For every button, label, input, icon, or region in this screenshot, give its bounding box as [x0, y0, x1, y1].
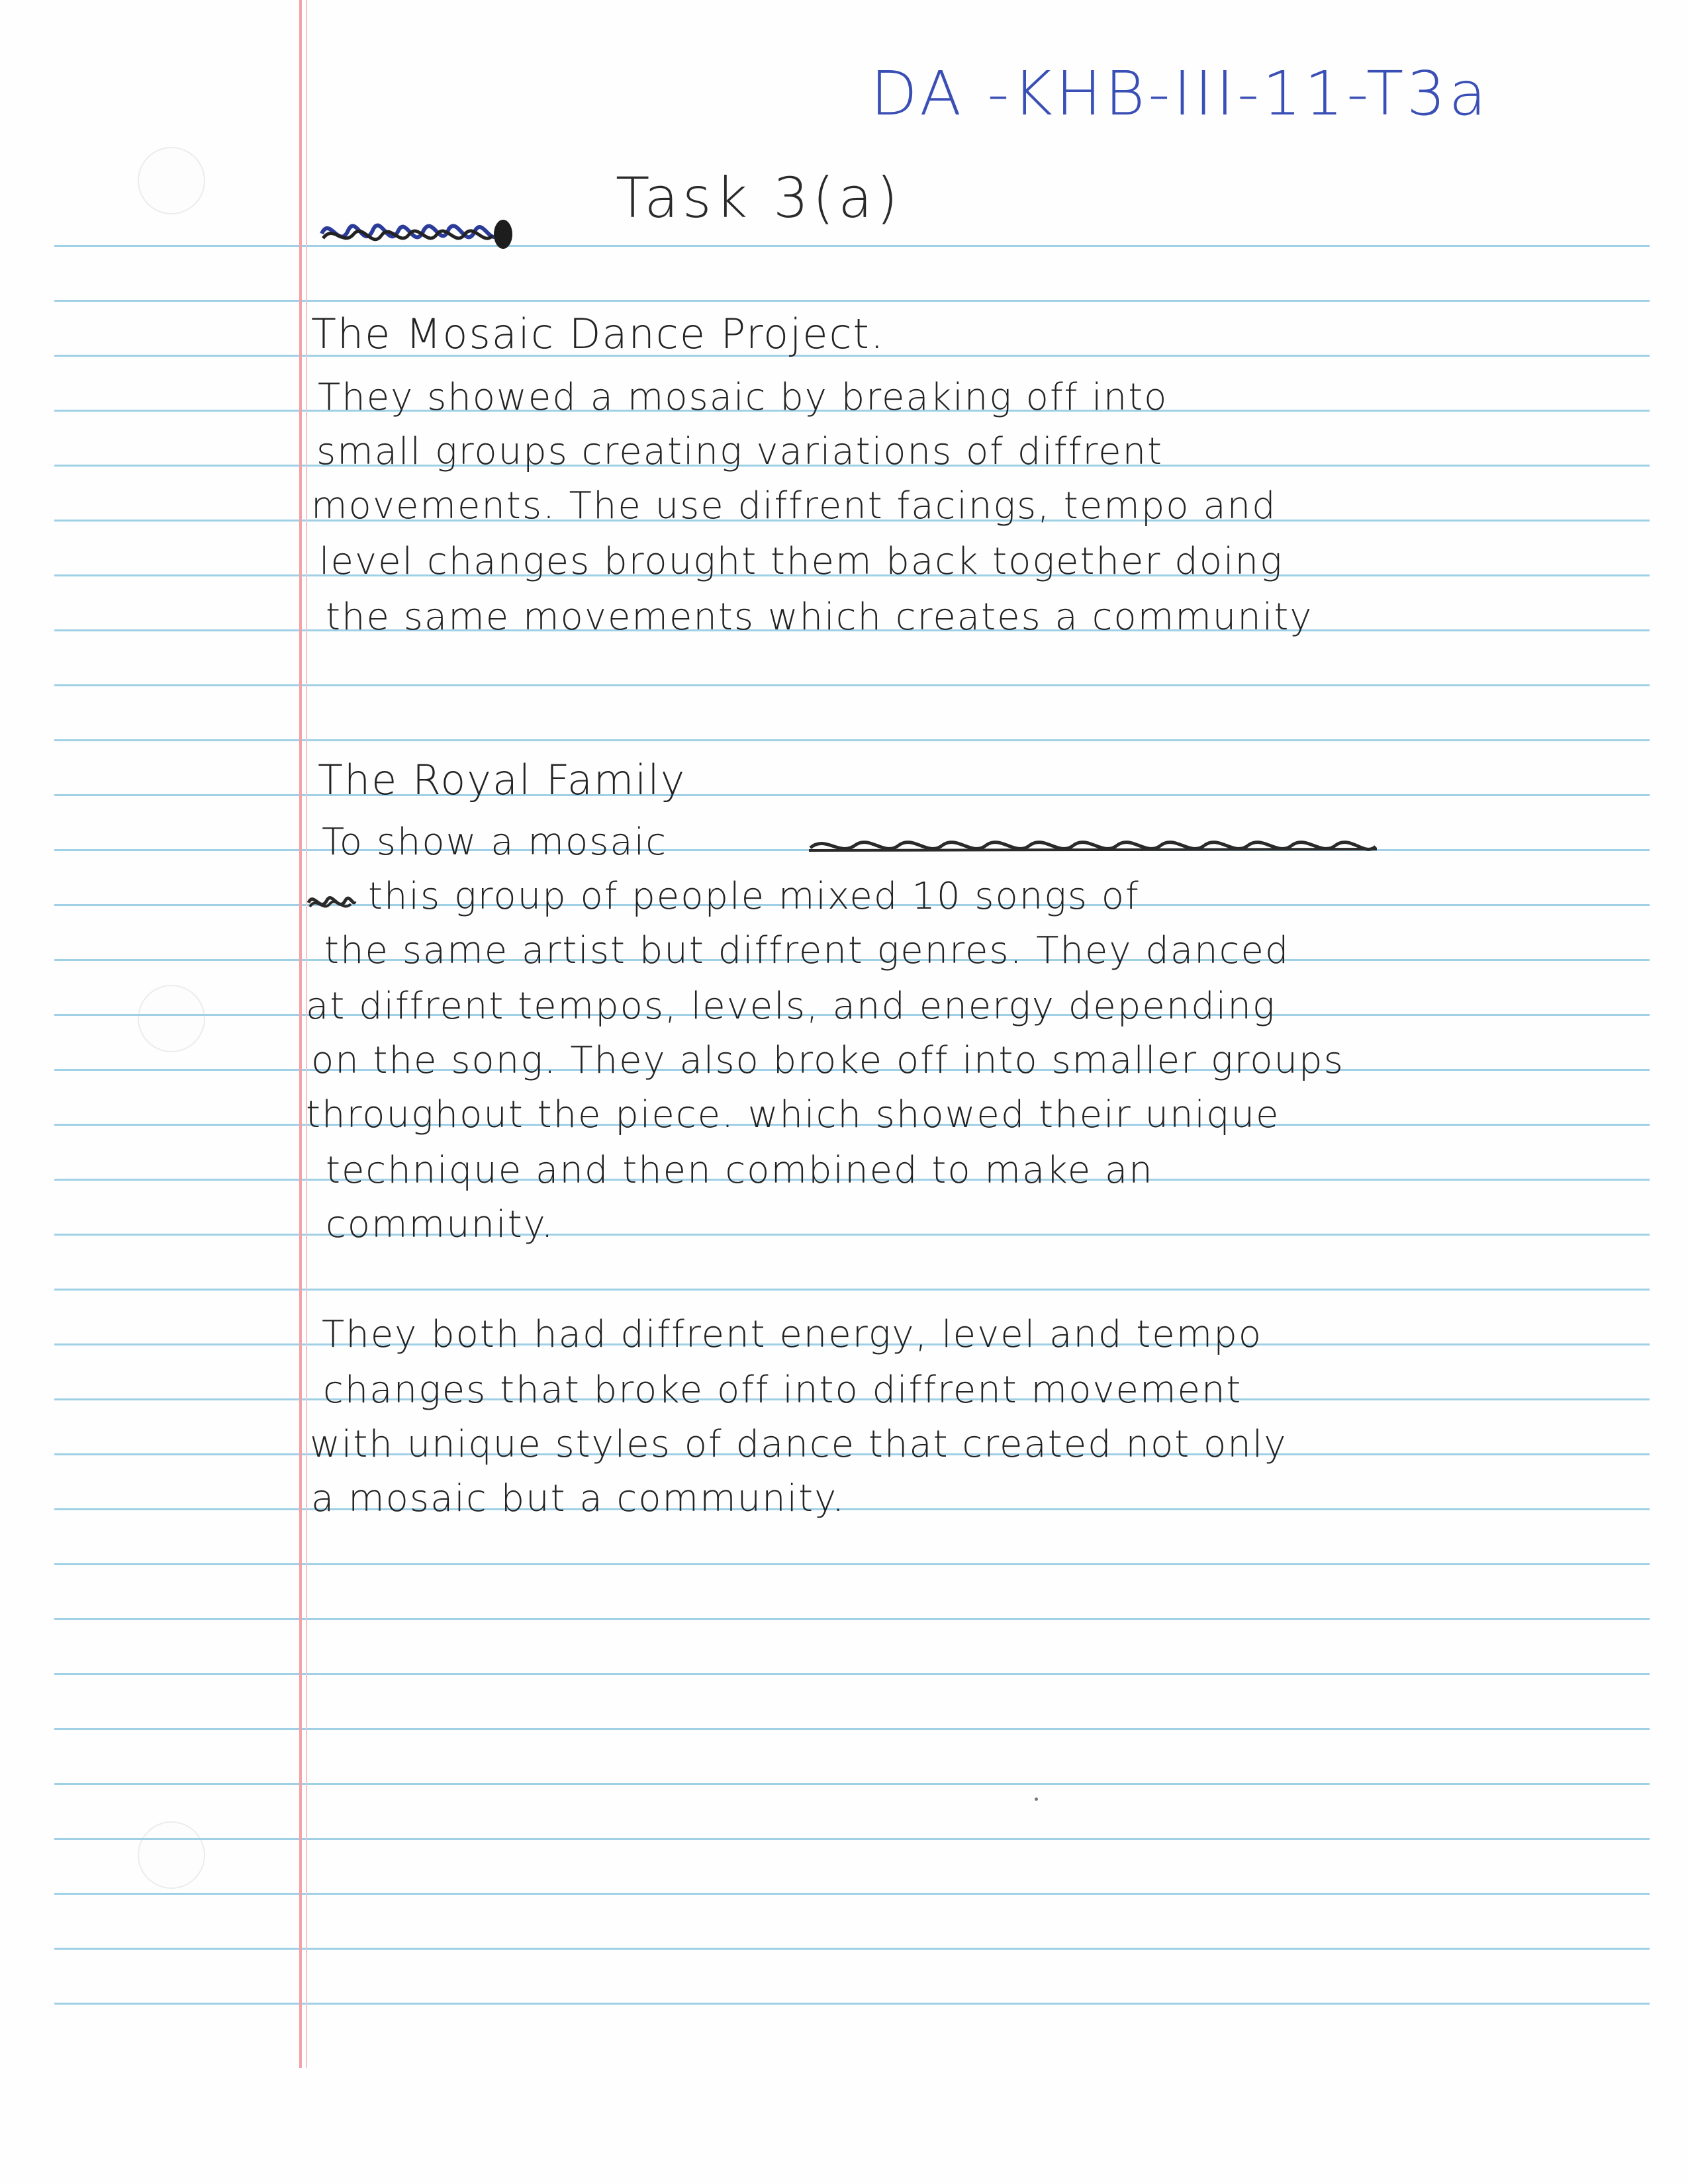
- ruled-line: [54, 245, 1650, 247]
- scribbled-out-word: [305, 887, 357, 916]
- section-heading-mosaic-dance-project: The Mosaic Dance Project.: [311, 310, 885, 358]
- text-line: at diffrent tempos, levels, and energy depending: [306, 985, 1276, 1028]
- ruled-line: [54, 739, 1650, 741]
- ruled-line: [54, 1948, 1650, 1950]
- text-line: To show a mosaic: [322, 821, 668, 864]
- task-title: Task 3(a): [616, 165, 902, 230]
- punch-hole-top: [138, 147, 205, 214]
- ruled-line: [54, 2003, 1650, 2005]
- text-line: They both had diffrent energy, level and tempo: [322, 1313, 1263, 1356]
- ruled-line: [54, 1508, 1650, 1510]
- ruled-line: [54, 1563, 1650, 1565]
- text-line: with unique styles of dance that created not only: [310, 1423, 1288, 1466]
- text-line: throughout the piece. which showed their unique: [306, 1093, 1280, 1136]
- ruled-line: [54, 684, 1650, 686]
- text-line: changes that broke off into diffrent movement: [323, 1369, 1243, 1412]
- text-line: the same movements which creates a community: [326, 596, 1313, 639]
- crossed-out-text: [806, 831, 1380, 861]
- ruled-line: [54, 1618, 1650, 1620]
- text-line: small groups creating variations of diffrent: [316, 430, 1164, 473]
- text-line: community.: [326, 1203, 555, 1246]
- ruled-line: [54, 1893, 1650, 1895]
- section-heading-royal-family: The Royal Family: [318, 756, 686, 804]
- ruled-line: [54, 1234, 1650, 1236]
- text-line: movements. The use diffrent facings, tempo and: [311, 484, 1277, 527]
- text-line: They showed a mosaic by breaking off into: [318, 376, 1168, 419]
- document-id: DA -KHB-III-11-T3a: [870, 58, 1490, 129]
- punch-hole-bottom: [138, 1821, 205, 1889]
- stray-mark: [1035, 1797, 1038, 1801]
- text-line: technique and then combined to make an: [326, 1149, 1154, 1192]
- ruled-line: [54, 1673, 1650, 1675]
- scribbled-out-word: [316, 210, 515, 257]
- margin-line: [299, 0, 302, 2068]
- ruled-line: [54, 1289, 1650, 1291]
- text-line: the same artist but diffrent genres. They danced: [324, 929, 1290, 972]
- text-line: level changes brought them back together doing: [319, 540, 1284, 583]
- ruled-line: [54, 300, 1650, 302]
- ruled-line: [54, 1783, 1650, 1785]
- text-line: on the song. They also broke off into smaller groups: [311, 1039, 1344, 1082]
- ruled-line: [54, 1838, 1650, 1840]
- punch-hole-middle: [138, 985, 205, 1052]
- text-line: this group of people mixed 10 songs of: [368, 875, 1140, 918]
- ruled-line: [54, 794, 1650, 796]
- text-line: a mosaic but a community.: [311, 1477, 846, 1520]
- ruled-line: [54, 1728, 1650, 1730]
- margin-line-secondary: [306, 0, 307, 2068]
